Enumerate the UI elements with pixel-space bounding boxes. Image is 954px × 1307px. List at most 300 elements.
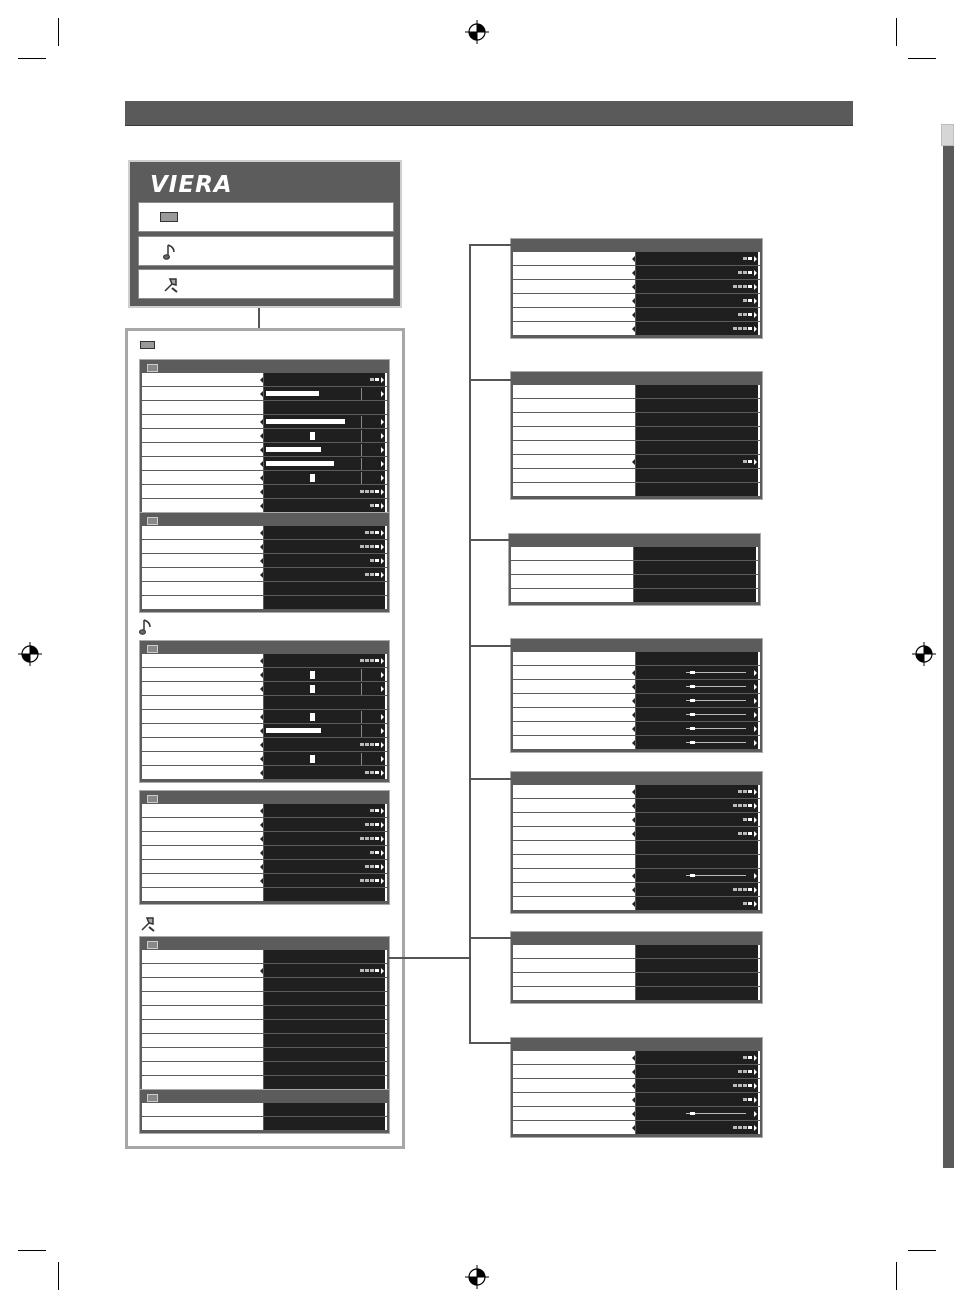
menu-row-label (513, 722, 635, 735)
menu-row-value (263, 668, 385, 681)
menu-row-value (635, 413, 758, 426)
arrow-right-icon (754, 256, 757, 262)
menu-row-value (263, 738, 385, 751)
menu-row[interactable] (513, 455, 760, 469)
menu-row[interactable] (513, 785, 760, 799)
menu-row-label (513, 694, 635, 707)
menu-row[interactable] (513, 252, 760, 266)
menu-row-label (142, 1006, 263, 1019)
menu-row-label (513, 308, 635, 321)
menu-row-value (635, 959, 758, 972)
menu-row-label (511, 561, 633, 574)
picture-icon (140, 341, 155, 349)
arrow-left-icon (260, 503, 263, 509)
option-indicator (365, 573, 379, 576)
menu-row-label (513, 883, 635, 896)
menu-row[interactable] (142, 1062, 387, 1076)
menu-row[interactable] (142, 804, 387, 818)
menu-row[interactable] (513, 399, 760, 413)
arrow-right-icon (754, 1111, 757, 1117)
menu-row[interactable] (513, 469, 760, 483)
arrow-right-icon (381, 756, 384, 762)
menu-row[interactable] (142, 724, 387, 738)
menu-row-value (635, 945, 758, 958)
menu-row[interactable] (142, 992, 387, 1006)
menu-row-value (263, 818, 385, 831)
menu-row[interactable] (513, 694, 760, 708)
menu-row[interactable] (142, 964, 387, 978)
crop-mark (896, 1262, 897, 1290)
arrow-right-icon (381, 836, 384, 842)
value-box (361, 416, 381, 428)
menu-row[interactable] (142, 373, 387, 387)
menu-row-label (142, 596, 263, 609)
menu-panel (139, 359, 390, 516)
arrow-right-icon (754, 312, 757, 318)
menu-row[interactable] (142, 1103, 387, 1117)
slider-knob (690, 699, 695, 702)
menu-row[interactable] (142, 668, 387, 682)
menu-row-value (263, 1048, 385, 1061)
menu-row-value (635, 266, 758, 279)
slider-knob (690, 1112, 695, 1115)
option-indicator (365, 771, 379, 774)
menu-row-label (513, 799, 635, 812)
menu-row[interactable] (513, 294, 760, 308)
arrow-left-icon (632, 312, 635, 318)
menu-row-label (142, 950, 263, 963)
menu-row[interactable] (142, 401, 387, 415)
arrow-left-icon (260, 489, 263, 495)
level-bar (266, 461, 334, 466)
menu-row[interactable] (513, 945, 760, 959)
slider-track (686, 672, 746, 673)
menu-row[interactable] (513, 897, 760, 911)
arrow-right-icon (381, 728, 384, 734)
value-box (361, 458, 381, 470)
arrow-right-icon (754, 817, 757, 823)
menu-row-value (263, 874, 385, 887)
page-edge-bar (943, 146, 954, 1168)
menu-row-label (142, 804, 263, 817)
menu-row[interactable] (513, 322, 760, 336)
menu-row-label (142, 992, 263, 1005)
arrow-right-icon (754, 803, 757, 809)
menu-row[interactable] (142, 582, 387, 596)
menu-row[interactable] (513, 708, 760, 722)
menu-row-label (513, 1093, 635, 1106)
main-menu-item-sound[interactable] (138, 236, 394, 266)
menu-row-label (142, 1103, 263, 1116)
menu-row-label (513, 294, 635, 307)
menu-row[interactable] (513, 652, 760, 666)
menu-row[interactable] (142, 682, 387, 696)
arrow-left-icon (260, 461, 263, 467)
arrow-left-icon (260, 742, 263, 748)
menu-row[interactable] (513, 959, 760, 973)
menu-row-value (263, 443, 385, 456)
menu-panel (510, 638, 763, 753)
arrow-left-icon (260, 686, 263, 692)
menu-row[interactable] (513, 280, 760, 294)
menu-row[interactable] (513, 813, 760, 827)
option-indicator (370, 851, 379, 854)
menu-row[interactable] (513, 1107, 760, 1121)
menu-row-label (513, 855, 635, 868)
menu-row-value (263, 724, 385, 737)
arrow-right-icon (381, 419, 384, 425)
menu-row[interactable] (142, 1076, 387, 1090)
option-indicator (743, 818, 752, 821)
menu-row[interactable] (513, 869, 760, 883)
menu-row-label (513, 385, 635, 398)
option-indicator (370, 504, 379, 507)
menu-row[interactable] (142, 415, 387, 429)
panel-header-icon (147, 364, 158, 372)
menu-row-label (513, 455, 635, 468)
menu-row[interactable] (513, 1093, 760, 1107)
menu-row[interactable] (142, 540, 387, 554)
menu-row-label (513, 322, 635, 335)
arrow-right-icon (381, 447, 384, 453)
crop-mark (58, 1262, 59, 1290)
menu-row[interactable] (513, 666, 760, 680)
slider-track (686, 714, 746, 715)
menu-row-label (142, 710, 263, 723)
menu-row-label (513, 897, 635, 910)
arrow-right-icon (754, 684, 757, 690)
menu-row-label (513, 708, 635, 721)
value-box (361, 683, 381, 695)
menu-row-label (142, 1020, 263, 1033)
menu-row[interactable] (513, 308, 760, 322)
arrow-right-icon (754, 740, 757, 746)
menu-row[interactable] (513, 1079, 760, 1093)
menu-row[interactable] (142, 457, 387, 471)
menu-row-value (635, 722, 758, 735)
menu-row[interactable] (142, 499, 387, 513)
menu-row-value (263, 978, 385, 991)
menu-row-value (633, 561, 756, 574)
slider-track (686, 700, 746, 701)
menu-row[interactable] (142, 387, 387, 401)
menu-row-label (513, 1079, 635, 1092)
menu-row[interactable] (142, 978, 387, 992)
setup-tool-icon (139, 915, 157, 933)
menu-row[interactable] (142, 1006, 387, 1020)
value-box (361, 388, 381, 400)
menu-row-value (263, 373, 385, 386)
picture-icon (160, 212, 178, 222)
menu-row-value (635, 1093, 758, 1106)
arrow-right-icon (754, 326, 757, 332)
menu-row-value (635, 869, 758, 882)
menu-row-label (142, 415, 263, 428)
arrow-left-icon (260, 558, 263, 564)
arrow-left-icon (632, 817, 635, 823)
menu-row[interactable] (513, 441, 760, 455)
menu-panel (139, 1089, 390, 1134)
menu-row-value (263, 682, 385, 695)
menu-row-label (513, 413, 635, 426)
menu-panel (139, 790, 390, 905)
arrow-right-icon (754, 284, 757, 290)
menu-panel (139, 512, 390, 613)
menu-row-value (263, 429, 385, 442)
menu-row[interactable] (142, 846, 387, 860)
menu-row[interactable] (142, 443, 387, 457)
menu-row-label (511, 547, 633, 560)
arrow-left-icon (260, 672, 263, 678)
menu-row-value (263, 582, 385, 595)
menu-row[interactable] (142, 554, 387, 568)
option-indicator (733, 1084, 752, 1087)
arrow-left-icon (260, 530, 263, 536)
viera-logo: VIERA (150, 172, 233, 198)
menu-row-value (263, 457, 385, 470)
menu-row[interactable] (513, 483, 760, 497)
arrow-left-icon (260, 377, 263, 383)
menu-row-value (263, 1006, 385, 1019)
menu-row[interactable] (142, 696, 387, 710)
menu-row[interactable] (513, 799, 760, 813)
menu-row[interactable] (142, 526, 387, 540)
option-indicator (360, 490, 379, 493)
menu-row-value (263, 1103, 385, 1116)
menu-row[interactable] (511, 575, 758, 589)
tree-branch-line (469, 379, 511, 381)
menu-row[interactable] (142, 738, 387, 752)
menu-row-value (635, 1051, 758, 1064)
menu-row[interactable] (513, 266, 760, 280)
menu-row[interactable] (513, 1121, 760, 1135)
menu-row[interactable] (142, 429, 387, 443)
panel-header-icon (147, 941, 158, 949)
menu-row[interactable] (142, 1034, 387, 1048)
menu-row-label (142, 471, 263, 484)
menu-row-label (142, 668, 263, 681)
arrow-right-icon (381, 391, 384, 397)
arrow-right-icon (381, 864, 384, 870)
menu-row[interactable] (513, 827, 760, 841)
panel-header (513, 374, 760, 385)
menu-row[interactable] (513, 855, 760, 869)
menu-panel (508, 533, 761, 606)
menu-row[interactable] (142, 752, 387, 766)
option-indicator (743, 257, 752, 260)
menu-row[interactable] (513, 1065, 760, 1079)
menu-row-value (633, 575, 756, 588)
menu-row-value (263, 1062, 385, 1075)
menu-row[interactable] (513, 1051, 760, 1065)
option-indicator (733, 327, 752, 330)
menu-row[interactable] (142, 710, 387, 724)
menu-row-value (635, 322, 758, 335)
arrow-right-icon (381, 489, 384, 495)
arrow-left-icon (260, 419, 263, 425)
menu-row-label (142, 485, 263, 498)
menu-row-value (263, 471, 385, 484)
arrow-left-icon (632, 803, 635, 809)
menu-row[interactable] (142, 818, 387, 832)
menu-row[interactable] (142, 596, 387, 610)
slider-knob (310, 755, 315, 763)
menu-row[interactable] (513, 883, 760, 897)
menu-row-value (635, 1121, 758, 1134)
menu-row[interactable] (142, 874, 387, 888)
arrow-left-icon (632, 887, 635, 893)
option-indicator (365, 823, 379, 826)
option-indicator (738, 832, 752, 835)
menu-row-value (263, 992, 385, 1005)
option-indicator (743, 299, 752, 302)
menu-row[interactable] (513, 987, 760, 1001)
menu-row-value (635, 987, 758, 1000)
tree-branch-line (469, 645, 511, 647)
menu-row[interactable] (513, 736, 760, 750)
menu-row[interactable] (142, 1048, 387, 1062)
menu-row-label (142, 964, 263, 977)
arrow-right-icon (754, 831, 757, 837)
menu-row-value (635, 973, 758, 986)
arrow-left-icon (632, 831, 635, 837)
panel-header (513, 774, 760, 785)
arrow-left-icon (632, 459, 635, 465)
music-note-icon (163, 243, 177, 261)
crop-mark (18, 1250, 46, 1251)
menu-row-value (635, 841, 758, 854)
menu-row-label (142, 443, 263, 456)
menu-row-value (263, 832, 385, 845)
option-indicator (370, 559, 379, 562)
arrow-left-icon (632, 670, 635, 676)
slider-knob (690, 874, 695, 877)
arrow-left-icon (632, 726, 635, 732)
registration-target-icon (465, 1265, 489, 1289)
arrow-right-icon (754, 1083, 757, 1089)
panel-header (142, 793, 387, 804)
menu-row[interactable] (511, 561, 758, 575)
slider-knob (310, 713, 315, 721)
menu-row[interactable] (511, 547, 758, 561)
arrow-right-icon (381, 714, 384, 720)
menu-row-value (633, 547, 756, 560)
menu-row[interactable] (142, 1020, 387, 1034)
menu-row[interactable] (142, 832, 387, 846)
crop-mark (58, 18, 59, 46)
arrow-left-icon (632, 712, 635, 718)
menu-row-label (142, 540, 263, 553)
menu-row[interactable] (142, 654, 387, 668)
level-bar (266, 728, 321, 733)
crop-mark (908, 1250, 936, 1251)
arrow-right-icon (381, 558, 384, 564)
level-bar (266, 419, 345, 424)
menu-row-value (263, 568, 385, 581)
menu-row[interactable] (513, 973, 760, 987)
slider-knob (690, 685, 695, 688)
menu-row-label (513, 1107, 635, 1120)
registration-target-icon (912, 642, 936, 666)
menu-row-label (142, 766, 263, 779)
menu-row[interactable] (142, 860, 387, 874)
menu-row-value (635, 294, 758, 307)
menu-row[interactable] (142, 950, 387, 964)
menu-row-value (635, 897, 758, 910)
level-bar (266, 391, 319, 396)
option-indicator (360, 545, 379, 548)
menu-row-value (263, 540, 385, 553)
music-note-icon (139, 618, 153, 636)
value-box (361, 753, 381, 765)
menu-row[interactable] (513, 841, 760, 855)
arrow-left-icon (260, 836, 263, 842)
menu-row-label (142, 387, 263, 400)
menu-row-value (263, 846, 385, 859)
menu-row-value (263, 1076, 385, 1089)
arrow-left-icon (260, 808, 263, 814)
menu-row-value (635, 883, 758, 896)
menu-row-value (635, 694, 758, 707)
menu-row-value (635, 308, 758, 321)
menu-row[interactable] (142, 766, 387, 780)
menu-row[interactable] (513, 722, 760, 736)
menu-row-value (263, 1117, 385, 1130)
menu-row[interactable] (513, 427, 760, 441)
option-indicator (738, 1070, 752, 1073)
menu-row-label (142, 1048, 263, 1061)
option-indicator (743, 1098, 752, 1101)
arrow-right-icon (381, 433, 384, 439)
option-indicator (360, 879, 379, 882)
arrow-left-icon (632, 284, 635, 290)
arrow-left-icon (260, 770, 263, 776)
arrow-left-icon (632, 1097, 635, 1103)
menu-row-value (263, 401, 385, 414)
arrow-right-icon (754, 873, 757, 879)
menu-row-label (513, 945, 635, 958)
menu-row[interactable] (513, 385, 760, 399)
menu-row[interactable] (142, 1117, 387, 1131)
crop-mark (18, 58, 46, 59)
menu-row-label (142, 401, 263, 414)
arrow-left-icon (260, 714, 263, 720)
arrow-right-icon (754, 712, 757, 718)
menu-row-label (513, 785, 635, 798)
menu-row[interactable] (142, 888, 387, 902)
menu-row[interactable] (511, 589, 758, 603)
menu-row[interactable] (513, 680, 760, 694)
level-bar (266, 447, 321, 452)
arrow-right-icon (381, 878, 384, 884)
arrow-left-icon (632, 1111, 635, 1117)
main-menu-item-picture[interactable] (138, 202, 394, 232)
arrow-left-icon (260, 544, 263, 550)
menu-row[interactable] (142, 471, 387, 485)
panel-header-icon (147, 645, 158, 653)
menu-row-label (142, 696, 263, 709)
menu-row[interactable] (142, 485, 387, 499)
arrow-left-icon (632, 873, 635, 879)
slider-knob (310, 671, 315, 679)
main-menu-item-setup[interactable] (138, 269, 394, 299)
menu-row[interactable] (142, 568, 387, 582)
menu-row[interactable] (513, 413, 760, 427)
menu-row-value (263, 964, 385, 977)
menu-panel (510, 1037, 763, 1138)
menu-row-value (635, 252, 758, 265)
arrow-left-icon (632, 1055, 635, 1061)
